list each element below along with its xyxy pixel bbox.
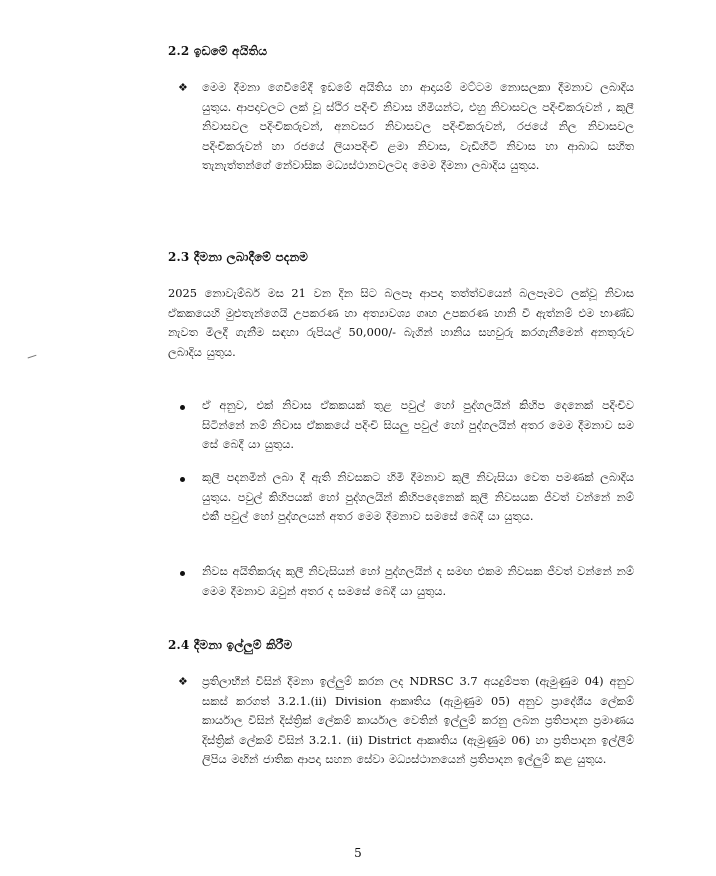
four-diamond-bullet-icon: ❖ (178, 675, 188, 688)
section-2-4-paragraph: ප්‍රතිලාභීන් විසින් දීමනා ඉල්ලුම් කරන ලද NDRSC 3.7 අයදුම්පත (ඇමුණුම 04) අනුව සකස් කරගත් 3.2.1.(ii) Division ආකෘතිය (ඇමුණුම 05) අනුව ප්‍රාදේශීය ලේකම් කාර්යාල විසින් දිස්ත්‍රික් ලේකම් කාර්යාල වෙතින් ඉල්ලුම් කරනු ලබන ප්‍රතිපාදන ප්‍රමාණය දිස්ත්‍රික් ලේකම් විසින් 3.2.1. (ii) District ආකෘතිය (ඇමුණුම 06) හා ප්‍රතිපාදන ඉල්ලීම් ලිපිය මඟින් ජාතික ආපදා සහන සේවා මධ්‍යස්ථානයෙන් ප්‍රතිපාදන ඉල්ලුම් කළ යුතුය. (202, 674, 634, 766)
section-2-2-paragraph: මෙම දීමනා ගෙවීමේදී ඉඩමේ අයිතිය හා ආදායම් මට්ටම නොසලකා දීමනාව ලබාදිය යුතුය. ආපදාවලට ලක් වූ ස්ථිර පදිංචි නිවාස හිමියන්ට, එහු නිවාසවල පදිංචිකරුවන් , කුලී නිවාසවල පදිංචිකරුවන්, අනවසර නිවාසවල පදිංචිකරුවන්, රජයේ නිල නිවාසවල පදිංචිකරුවන් හා රජයේ ලියාපදිංචි ළමා නිවාස, වැඩිහිටි නිවාස හා ආබාධ සහිත තැනැත්තන්ගේ නේවාසික මධ්‍යස්ථානවලටද මෙම දීමනා ලබාදිය යුතුය. (202, 80, 634, 172)
page-number: 5 (354, 846, 362, 860)
round-bullet-icon (180, 405, 185, 410)
section-heading-2-3: 2.3 දීමනා ලබාදීමේ පදනම (168, 250, 309, 264)
section-2-3-bullet-2: කුලී පදනමින් ලබා දී ඇති නිවසකට හිමි දීමනාව කුලී නිවැසියා වෙත පමණක් ලබාදිය යුතුය. පවුල් කිහිපයක් හෝ පුද්ගලයින් කිහිපදෙනෙක් කුලී නිවසයක ජීවත් වන්නේ නම් එකී පවුල් හෝ පුද්ගලයන් අතර මෙම දීමනාව සමසේ බෙදී යා යුතුය. (202, 470, 634, 523)
scan-mark (28, 355, 38, 362)
round-bullet-icon (180, 477, 185, 482)
section-heading-2-4: 2.4 දීමනා ඉල්ලුම් කිරීම (168, 638, 293, 652)
section-2-3-paragraph: 2025 නොවැම්බර් මස 21 වන දින සිට බලපෑ ආපදා තත්ත්වයෙන් බලපෑමට ලක්වූ නිවාස ඒකකයෙහි මුළුතැන්ගෙයි උපකරණ හා අත්‍යාවශ්‍ය ගෘහ උපකරණ හානි වී ඇත්නම් එම භාණ්ඩ නැවත මිලදී ගැනීම සඳහා රුපියල් 50,000/- බැගින් හානිය සහවුරු කරගැනීමෙන් අනතුරුව ලබාදිය යුතුය. (168, 286, 634, 359)
round-bullet-icon (180, 571, 185, 576)
four-diamond-bullet-icon: ❖ (178, 81, 188, 94)
section-2-3-bullet-3: නිවස අයිතිකරුද කුලී නිවැසියන් හෝ පුද්ගලයින් ද සමඟ එකම නිවසක ජීවත් වන්නේ නම් මෙම දීමනාව ඔවුන් අතර ද සමසේ බෙදී යා යුතුය. (202, 564, 634, 598)
section-heading-2-2: 2.2 ඉඩමේ අයිතිය (168, 44, 268, 58)
section-2-3-bullet-1: ඒ අනුව, එක් නිවාස ඒකකයක් තුළ පවුල් හෝ පුද්ගලයින් කිහිප දෙනෙක් පදිංචිව සිටින්නේ නම් නිවාස ඒකකයේ පදිංචි සියලු පවුල් හෝ පුද්ගලයින් අතර මෙම දීමනාව සම සේ බෙදී යා යුතුය. (202, 398, 634, 451)
